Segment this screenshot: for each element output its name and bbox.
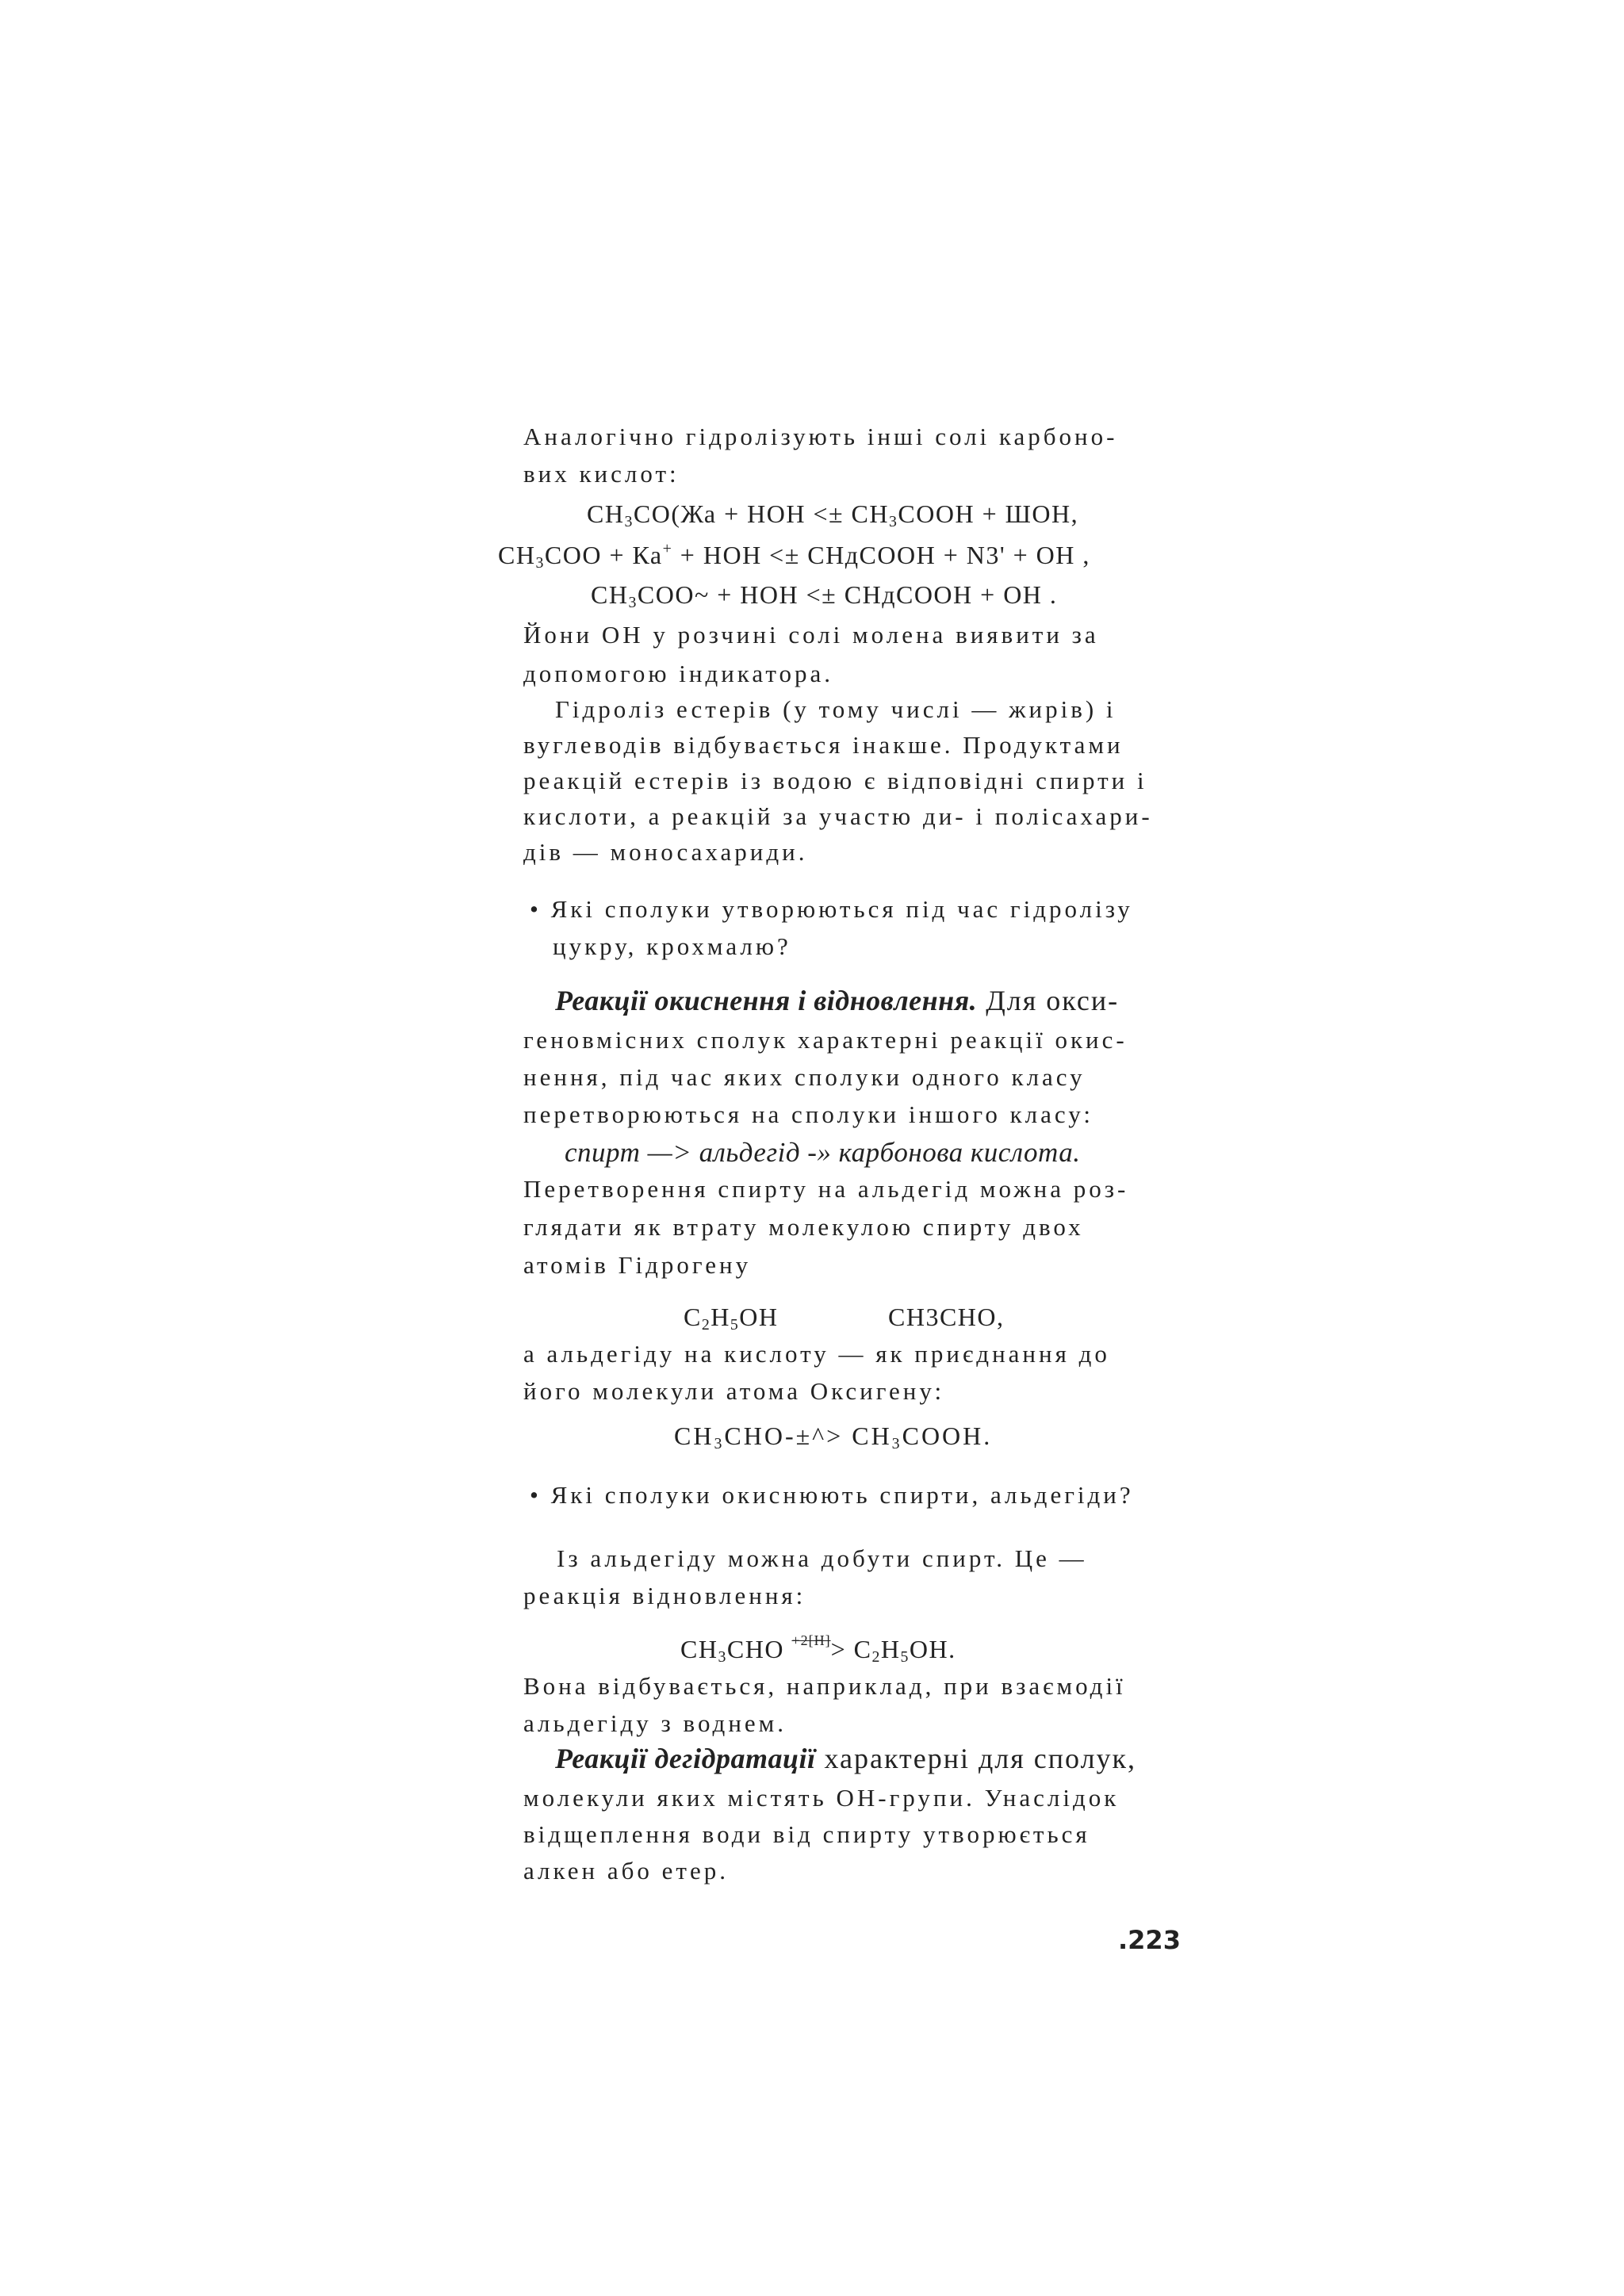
formula-line: CH3CHO, xyxy=(888,1303,1005,1331)
text-line: Перетворення спирту на альдегід можна роз- xyxy=(523,1175,1129,1203)
text-line: Йони ОН у розчині солі молена виявити за xyxy=(523,621,1099,649)
formula-line: $CH_3COO\sim$ + НОН <± CHдCOOH + OH . xyxy=(591,580,1058,611)
text-line: дів — моносахариди. xyxy=(523,838,808,866)
text-line: геновмісних сполук характерні реакції окис- xyxy=(523,1026,1128,1054)
text-line: допомогою індикатора. xyxy=(523,660,834,687)
text-line: алкен або етер. xyxy=(523,1857,729,1885)
section-heading: Реакції дегідратації xyxy=(555,1743,816,1774)
text-line: його молекули атома Оксигену: xyxy=(523,1377,945,1405)
text-line: Вона відбувається, наприклад, при взаємодії xyxy=(523,1672,1126,1700)
text-line: а альдегіду на кислоту — як приєднання до xyxy=(523,1340,1110,1368)
text-line: перетворюються на сполуки іншого класу: xyxy=(523,1100,1094,1128)
text-line: альдегіду з воднем. xyxy=(523,1709,787,1737)
formula-line: $CH_3COO + Ка^+$ + НОН <± CHдCOOH + N3' + OH , xyxy=(498,540,1090,572)
formula-line: $C_2H_5OH$ xyxy=(684,1303,779,1334)
question-bullet: • Які сполуки утворюються під час гідролізу xyxy=(530,895,1133,923)
text-line: Аналогічно гідролізують інші солі карбоно- xyxy=(523,423,1118,450)
text-line: реакція відновлення: xyxy=(523,1582,806,1609)
arrow-label: +2[H] xyxy=(791,1632,831,1648)
text-line: вих кислот: xyxy=(523,460,680,488)
section-heading: Реакції окиснення і відновлення. xyxy=(555,985,978,1016)
text-line: молекули яких містять ОН-групи. Унаслідок xyxy=(523,1784,1120,1812)
text-line: Гідроліз естерів (у тому числі — жирів) і xyxy=(555,695,1116,723)
text-line: вуглеводів відбувається інакше. Продуктами xyxy=(523,731,1124,759)
page-number: .223 xyxy=(1118,1925,1181,1955)
question-bullet-cont: цукру, крохмалю? xyxy=(553,932,791,960)
formula-line: $CH_3CHO$ $^{+2[H]}> C_2H_5OH$. xyxy=(680,1632,956,1666)
scheme-line: спирт —> альдегід -» карбонова кислота. xyxy=(565,1137,1081,1168)
text-line: Із альдегіду можна добути спирт. Це — xyxy=(557,1544,1087,1572)
text-line: глядати як втрату молекулою спирту двох xyxy=(523,1213,1084,1241)
text-line: атомів Гідрогену xyxy=(523,1251,752,1279)
formula-line: $CH_3CHO-\pm\^{}>$ $CH_3COOH$. xyxy=(674,1422,993,1452)
question-bullet: • Які сполуки окиснюють спирти, альдегіди? xyxy=(530,1481,1134,1509)
text-line: реакцій естерів із водою є відповідні спирти і xyxy=(523,767,1147,794)
formula-line: $CH_3CO(Жа$ + НОН <± $CH_3COOH$ + ШОН, xyxy=(587,499,1079,530)
section-heading-line: Реакції дегідратації характерні для сполук, xyxy=(555,1743,1137,1774)
section-heading-line: Реакції окиснення і відновлення. Для окси- xyxy=(555,985,1120,1016)
text-line: нення, під час яких сполуки одного класу xyxy=(523,1063,1086,1091)
text-line: відщеплення води від спирту утворюється xyxy=(523,1820,1090,1848)
text-line: кислоти, а реакцій за участю ди- і полісахари- xyxy=(523,802,1153,830)
